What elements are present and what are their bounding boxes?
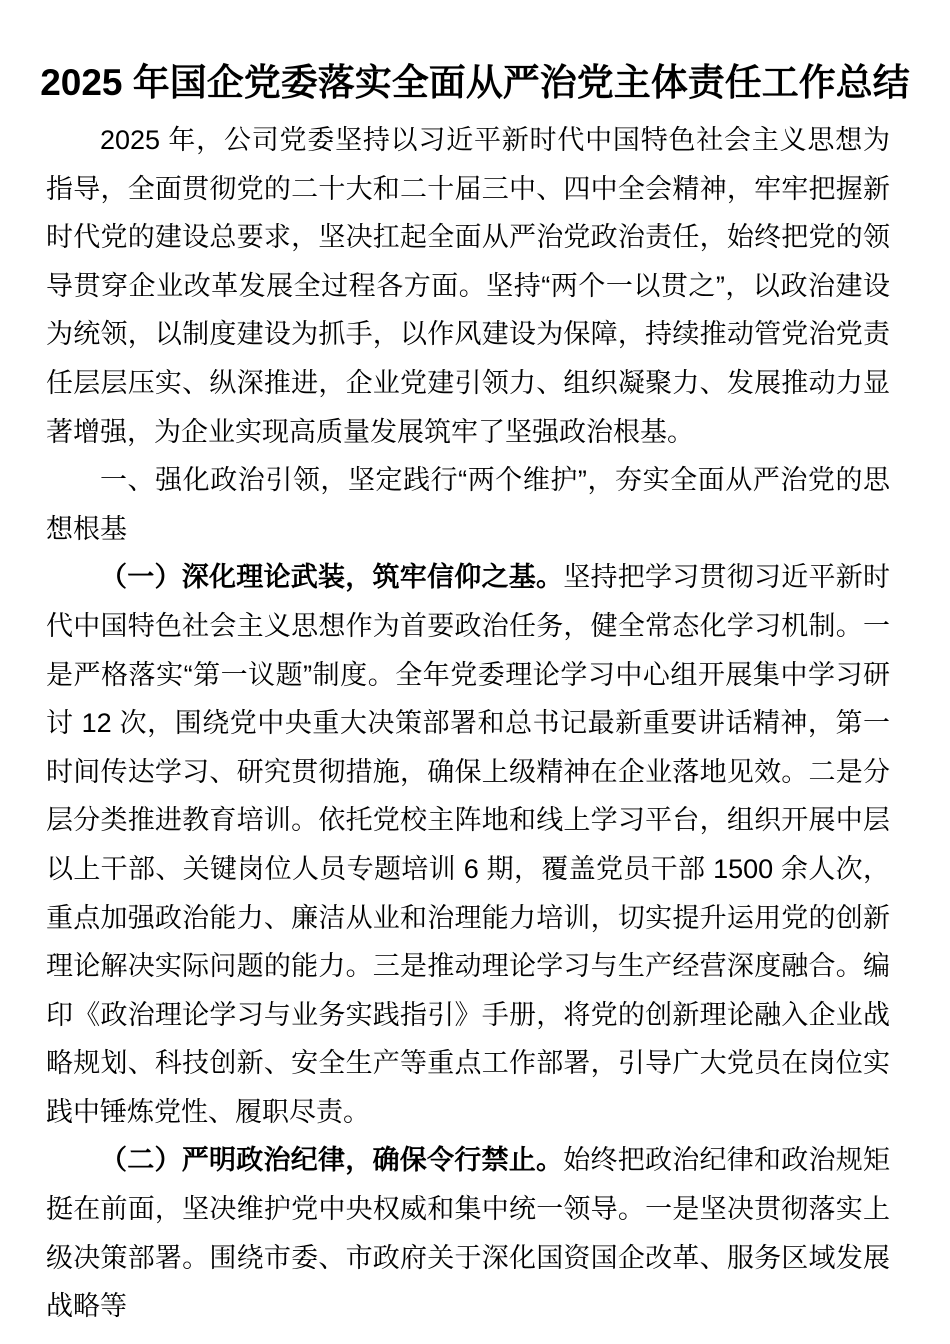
paragraph-text: 坚持把学习贯彻习近平新时代中国特色社会主义思想作为首要政治任务，健全常态化学习机制。一是严格落实“第一议题”制度。全年党委理论学习中心组开展集中学习研讨 12 次，围绕党中央重大决策部署和总书记最新重要讲话精神，第一时间传达学习、研究贯彻措施，确保上级精神在企业落地见效。二是分层分类推进教育培训。依托党校主阵地和线上学习平台，组织开展中层以上干部、关键岗位人员专题培训 6 期，覆盖党员干部 1500 余人次，重点加强政治能力、廉洁从业和治理能力培训，切实提升运用党的创新理论解决实际问题的能力。三是推动理论学习与生产经营深度融合。编印《政治理论学习与业务实践指引》手册，将党的创新理论融入企业战略规划、科技创新、安全生产等重点工作部署，引导广大党员在岗位实践中锤炼党性、履职尽责。 (46, 562, 890, 1127)
intro-paragraph (46, 116, 890, 456)
section-heading-1 (46, 456, 890, 553)
paragraph-text: 2025 年，公司党委坚持以习近平新时代中国特色社会主义思想为指导，全面贯彻党的二十大和二十届三中、四中全会精神，牢牢把握新时代党的建设总要求，坚决扛起全面从严治党政治责任，始终把党的领导贯穿企业改革发展全过程各方面。坚持“两个一以贯之”，以政治建设为统领，以制度建设为抓手，以作风建设为保障，持续推动管党治党责任层层压实、纵深推进，企业党建引领力、组织凝聚力、发展推动力显著增强，为企业实现高质量发展筑牢了坚强政治根基。 (46, 125, 890, 447)
paragraph-text: 始终把政治纪律和政治规矩挺在前面，坚决维护党中央权威和集中统一领导。一是坚决贯彻落实上级决策部署。围绕市委、市政府关于深化国资国企改革、服务区域发展战略等 (46, 1145, 890, 1322)
paragraph-text: 一、强化政治引领，坚定践行“两个维护”，夯实全面从严治党的思想根基 (46, 465, 890, 544)
subsection-paragraph-2 (46, 1136, 890, 1330)
paragraph-lead: （一）深化理论武装，筑牢信仰之基。 (100, 562, 564, 593)
document-title: 2025 年国企党委落实全面从严治党主体责任工作总结 (40, 62, 910, 103)
paragraph-lead: （二）严明政治纪律，确保令行禁止。 (100, 1145, 564, 1176)
subsection-paragraph-1 (46, 553, 890, 1136)
